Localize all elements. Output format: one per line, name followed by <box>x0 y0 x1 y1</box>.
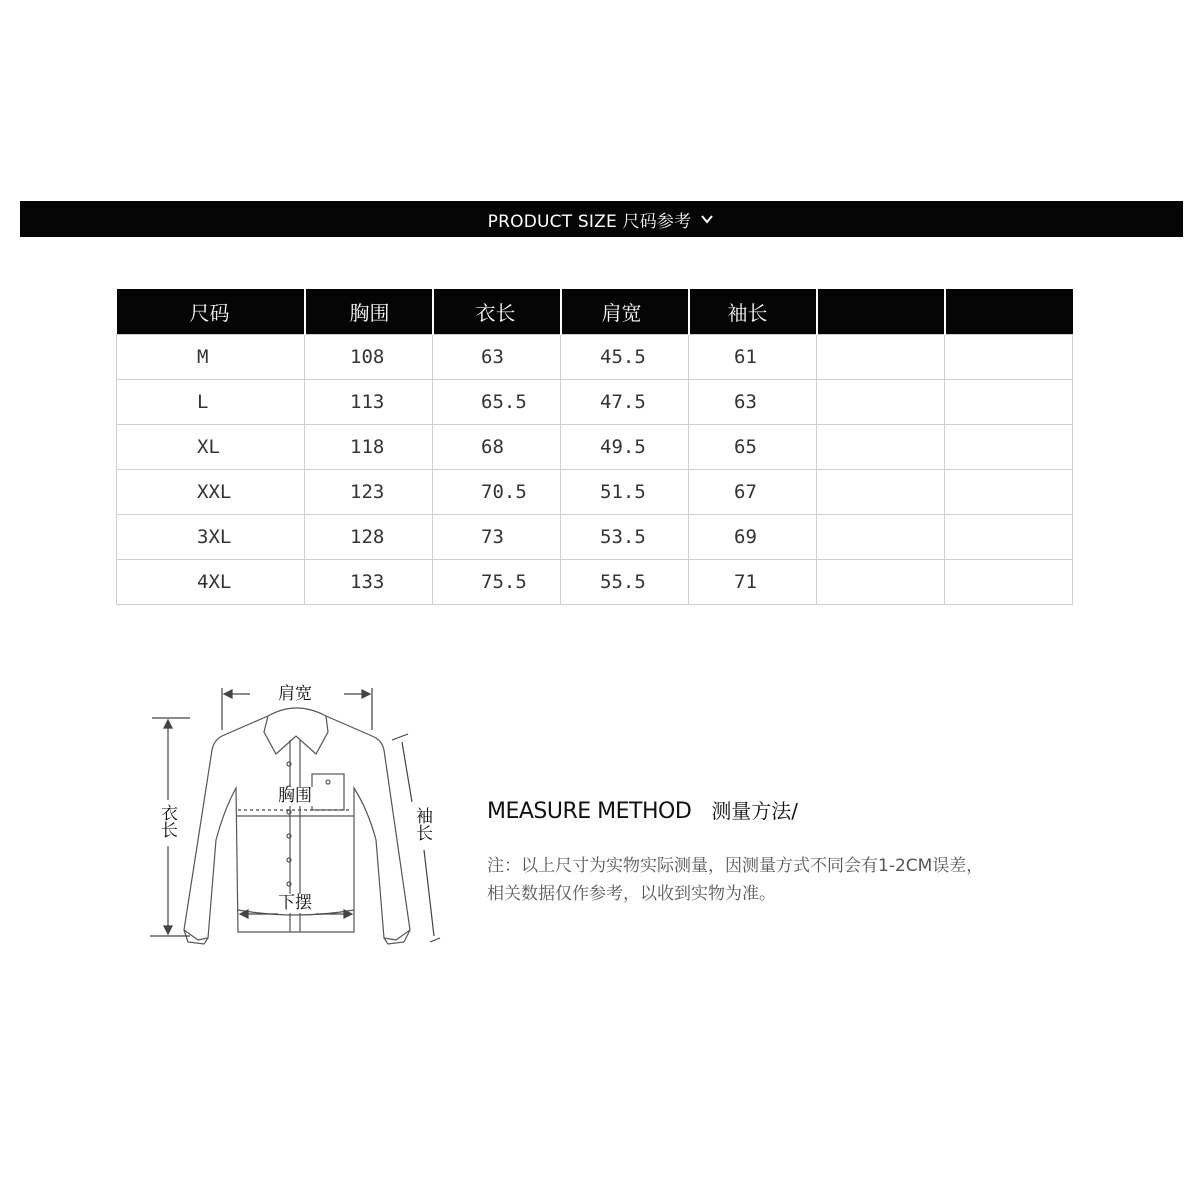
diagram-label-chest: 胸围 <box>278 786 312 806</box>
cell-size: M <box>117 335 305 380</box>
cell-sleeve: 65 <box>689 425 817 470</box>
banner-title: PRODUCT SIZE 尺码参考 <box>487 211 692 232</box>
cell-sleeve: 63 <box>689 380 817 425</box>
cell-chest: 128 <box>305 515 433 560</box>
cell-shoulder: 51.5 <box>561 470 689 515</box>
header-size: 尺码 <box>117 289 305 335</box>
table-row <box>117 470 1073 515</box>
cell-empty <box>817 515 945 560</box>
cell-chest: 108 <box>305 335 433 380</box>
cell-shoulder: 53.5 <box>561 515 689 560</box>
cell-shoulder: 55.5 <box>561 560 689 605</box>
cell-length: 65.5 <box>433 380 561 425</box>
cell-chest: 133 <box>305 560 433 605</box>
diagram-label-shoulder: 肩宽 <box>278 684 312 704</box>
cell-empty <box>945 335 1073 380</box>
size-banner <box>20 201 1183 237</box>
cell-length: 73 <box>433 515 561 560</box>
table-row <box>117 425 1073 470</box>
chevron-down-icon <box>699 211 715 227</box>
cell-size: 3XL <box>117 515 305 560</box>
table-row <box>117 380 1073 425</box>
cell-chest: 118 <box>305 425 433 470</box>
cell-chest: 123 <box>305 470 433 515</box>
header-empty-2 <box>945 289 1073 335</box>
cell-empty <box>817 335 945 380</box>
cell-empty <box>945 560 1073 605</box>
cell-sleeve: 67 <box>689 470 817 515</box>
cell-shoulder: 45.5 <box>561 335 689 380</box>
cell-empty <box>945 470 1073 515</box>
cell-shoulder: 49.5 <box>561 425 689 470</box>
cell-sleeve: 61 <box>689 335 817 380</box>
measure-note-line-1: 注：以上尺寸为实物实际测量，因测量方式不同会有1-2CM误差， <box>487 856 984 876</box>
cell-size: XL <box>117 425 305 470</box>
size-table <box>116 289 1073 605</box>
table-row <box>117 335 1073 380</box>
cell-empty <box>945 425 1073 470</box>
cell-length: 75.5 <box>433 560 561 605</box>
table-header-row <box>117 289 1073 335</box>
diagram-label-sleeve: 袖长 <box>412 807 432 841</box>
cell-shoulder: 47.5 <box>561 380 689 425</box>
table-row <box>117 560 1073 605</box>
measure-title-en: MEASURE METHOD <box>487 799 692 824</box>
measure-note-line-2: 相关数据仅作参考，以收到实物为准。 <box>487 884 776 904</box>
header-empty-1 <box>817 289 945 335</box>
cell-empty <box>945 380 1073 425</box>
cell-empty <box>945 515 1073 560</box>
cell-length: 63 <box>433 335 561 380</box>
measure-note <box>487 852 1087 908</box>
cell-size: 4XL <box>117 560 305 605</box>
cell-empty <box>817 380 945 425</box>
measure-method-title <box>487 795 798 824</box>
diagram-label-length: 衣长 <box>157 804 177 838</box>
cell-length: 68 <box>433 425 561 470</box>
cell-chest: 113 <box>305 380 433 425</box>
cell-sleeve: 69 <box>689 515 817 560</box>
table-row <box>117 515 1073 560</box>
shirt-diagram <box>140 670 460 960</box>
cell-size: L <box>117 380 305 425</box>
cell-length: 70.5 <box>433 470 561 515</box>
header-sleeve: 袖长 <box>689 289 817 335</box>
cell-empty <box>817 425 945 470</box>
diagram-label-hem: 下摆 <box>278 893 312 913</box>
header-shoulder: 肩宽 <box>561 289 689 335</box>
cell-empty <box>817 560 945 605</box>
measure-title-cn: 测量方法/ <box>711 799 799 823</box>
cell-size: XXL <box>117 470 305 515</box>
header-chest: 胸围 <box>305 289 433 335</box>
cell-sleeve: 71 <box>689 560 817 605</box>
header-length: 衣长 <box>433 289 561 335</box>
cell-empty <box>817 470 945 515</box>
